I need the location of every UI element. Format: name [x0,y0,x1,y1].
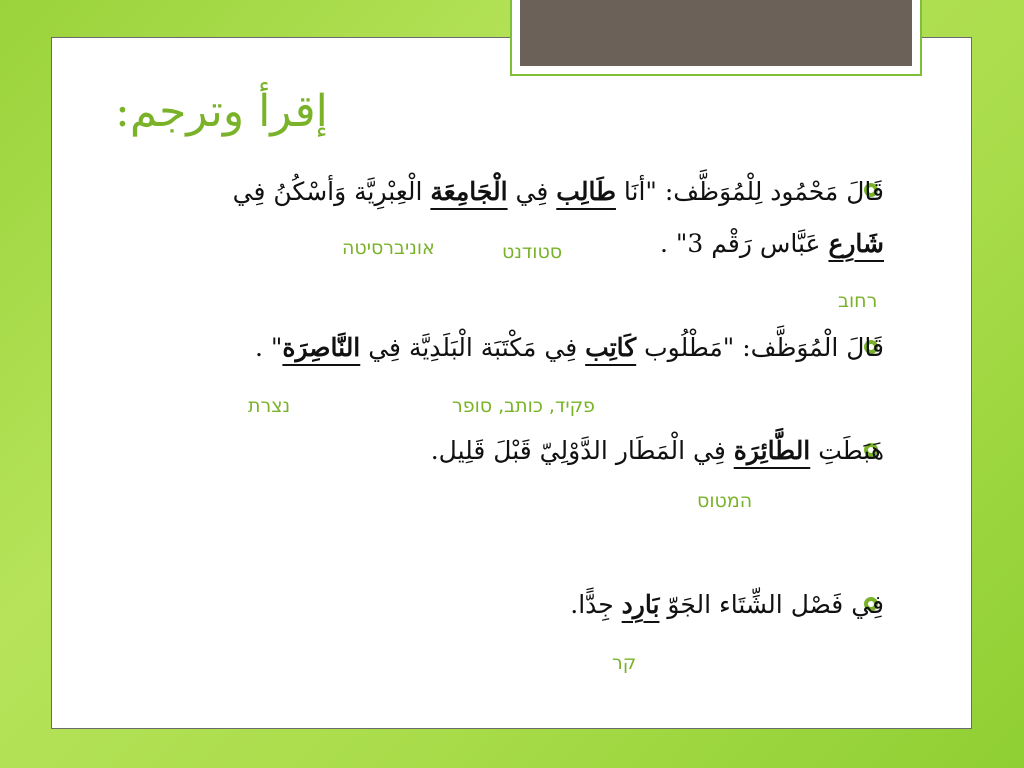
sentence-text: قَالَ مَحْمُود لِلْمُوَظَّف: "أنَا [615,177,884,206]
sentence-text: قَالَ الْمُوَظَّف: "مَطْلُوب [636,333,884,362]
gloss-street: רחוב [838,290,878,312]
sentence-text: عَبَّاس رَقْم 3" . [660,229,829,258]
sentence-text: الْعِبْرِيَّة وَأسْكُنُ فِي [232,177,431,206]
top-picture-frame [510,0,922,76]
bullet-1-line-1 [233,165,884,219]
bullet-2-line-1 [255,321,884,375]
vocab-word: شَارِع [828,229,884,258]
gloss-nazareth: נצרת [248,395,291,417]
gloss-plane: המטוס [697,490,753,512]
gloss-clerk: פקיד, כותב, סופר [452,395,595,417]
bullet-4-line-1 [570,578,884,632]
vocab-word: النَّاصِرَة [282,333,361,362]
gloss-cold: קר [612,652,637,674]
slide-title: إقرأ وترجم: [115,86,328,137]
vocab-word: الطَّائِرَة [733,436,811,465]
gloss-university: אוניברסיטה [342,237,435,259]
sentence-text: فِي [507,177,557,206]
sentence-text: جِدًّا. [570,590,622,619]
vocab-word: طَالِب [556,177,616,206]
top-picture-fill [520,0,912,66]
sentence-text: فِي فَصْل الشِّتَاء الجَوّ [659,590,884,619]
sentence-text: هَبَطَتِ [810,436,884,465]
vocab-word: بَارِد [621,590,660,619]
sentence-text: " . [255,333,283,362]
vocab-word: كَاتِب [585,333,637,362]
vocab-word: الْجَامِعَة [430,177,508,206]
bullet-1-line-2 [660,217,884,271]
bullet-3-line-1 [431,424,884,478]
sentence-text: فِي مَكْتَبَة الْبَلَدِيَّة فِي [360,333,586,362]
sentence-text: فِي الْمَطَار الدَّوْلِيّ قَبْلَ قَلِيل. [430,436,734,465]
gloss-student: סטודנט [502,241,563,263]
